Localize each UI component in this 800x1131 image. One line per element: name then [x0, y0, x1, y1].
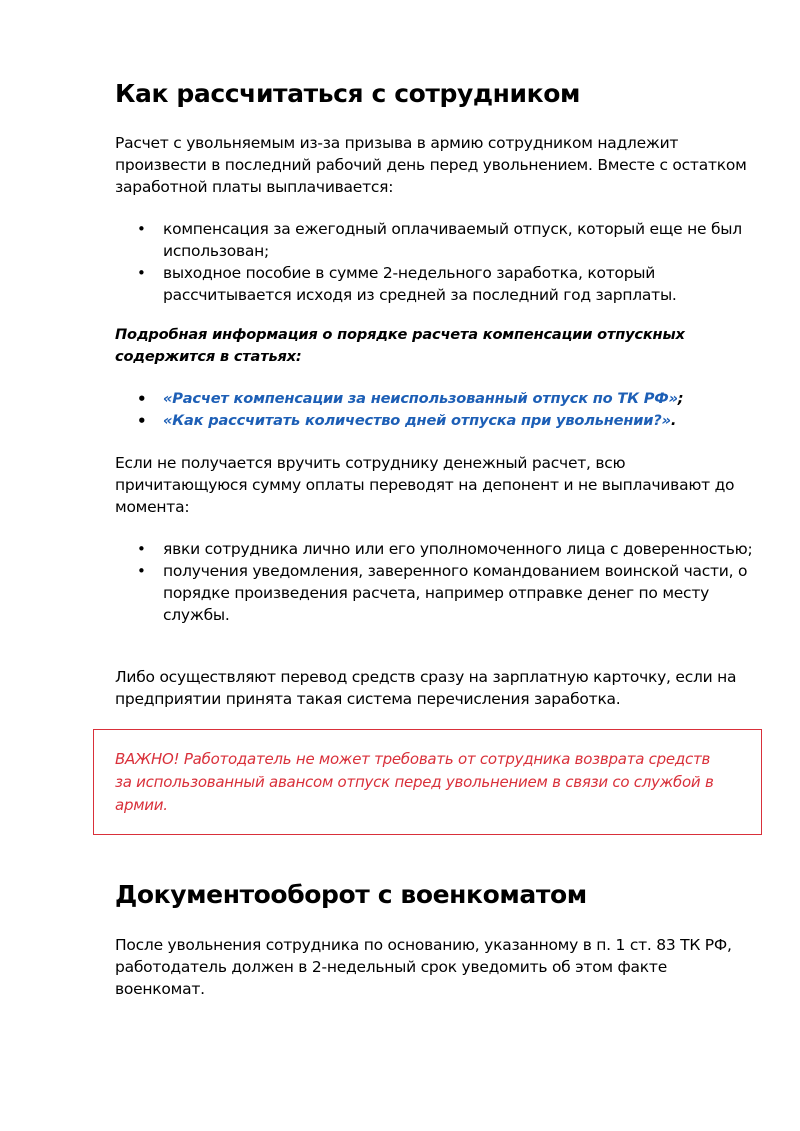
bullet-icon: • — [137, 220, 146, 238]
list-item-text: получения уведомления, заверенного командованием воинской части, о порядке произведения расчета, например отправке денег по месту службы. — [163, 562, 748, 624]
military-office-paragraph: После увольнения сотрудника по основанию, указанному в п. 1 ст. 83 ТК РФ, работодатель должен в 2-недельный срок уведомить об этом факте военкомат. — [115, 936, 732, 998]
link-suffix: ; — [677, 390, 684, 407]
bullet-icon: • — [137, 390, 147, 408]
bullet-icon: • — [137, 412, 147, 430]
deposit-paragraph: Если не получается вручить сотруднику денежный расчет, всю причитающуюся сумму оплаты переводят на депонент и не выплачивают до момента: — [115, 454, 735, 516]
list-item — [115, 538, 755, 560]
bullet-icon: • — [137, 562, 146, 580]
deposit-conditions-list — [115, 538, 755, 626]
link-suffix: . — [670, 412, 677, 429]
list-item — [115, 560, 755, 626]
list-item — [115, 218, 755, 262]
articles-note: Подробная информация о порядке расчета компенсации отпускных содержится в статьях: — [115, 326, 685, 365]
intro-paragraph: Расчет с увольняемым из-за призыва в армию сотрудником надлежит произвести в последний рабочий день перед увольнением. Вместе с остатком заработной платы выплачивается: — [115, 134, 747, 196]
list-item-text: явки сотрудника лично или его уполномоченного лица с доверенностью; — [163, 540, 753, 558]
warning-box — [93, 729, 762, 835]
list-item-text: компенсация за ежегодный оплачиваемый отпуск, который еще не был использован; — [163, 220, 742, 260]
section-heading-settlement: Как рассчитаться с сотрудником — [115, 79, 581, 108]
list-item — [115, 410, 755, 432]
list-item-text: выходное пособие в сумме 2-недельного заработка, который рассчитывается исходя из средней за последний год зарплаты. — [163, 264, 677, 304]
payments-list — [115, 218, 755, 306]
warning-text: ВАЖНО! Работодатель не может требовать от сотрудника возврата средств за использованный авансом отпуск перед увольнением в связи со службой в армии. — [115, 750, 714, 814]
article-link-vacation-compensation[interactable]: «Расчет компенсации за неиспользованный отпуск по ТК РФ» — [163, 390, 678, 407]
article-link-vacation-days[interactable]: «Как рассчитать количество дней отпуска при увольнении?» — [163, 412, 671, 429]
section-heading-military-office: Документооборот с военкоматом — [115, 880, 587, 909]
bullet-icon: • — [137, 540, 146, 558]
list-item — [115, 388, 755, 410]
list-item — [115, 262, 755, 306]
card-transfer-paragraph: Либо осуществляют перевод средств сразу на зарплатную карточку, если на предприятии принята такая система перечисления заработка. — [115, 668, 737, 708]
bullet-icon: • — [137, 264, 146, 282]
articles-list — [115, 388, 755, 432]
